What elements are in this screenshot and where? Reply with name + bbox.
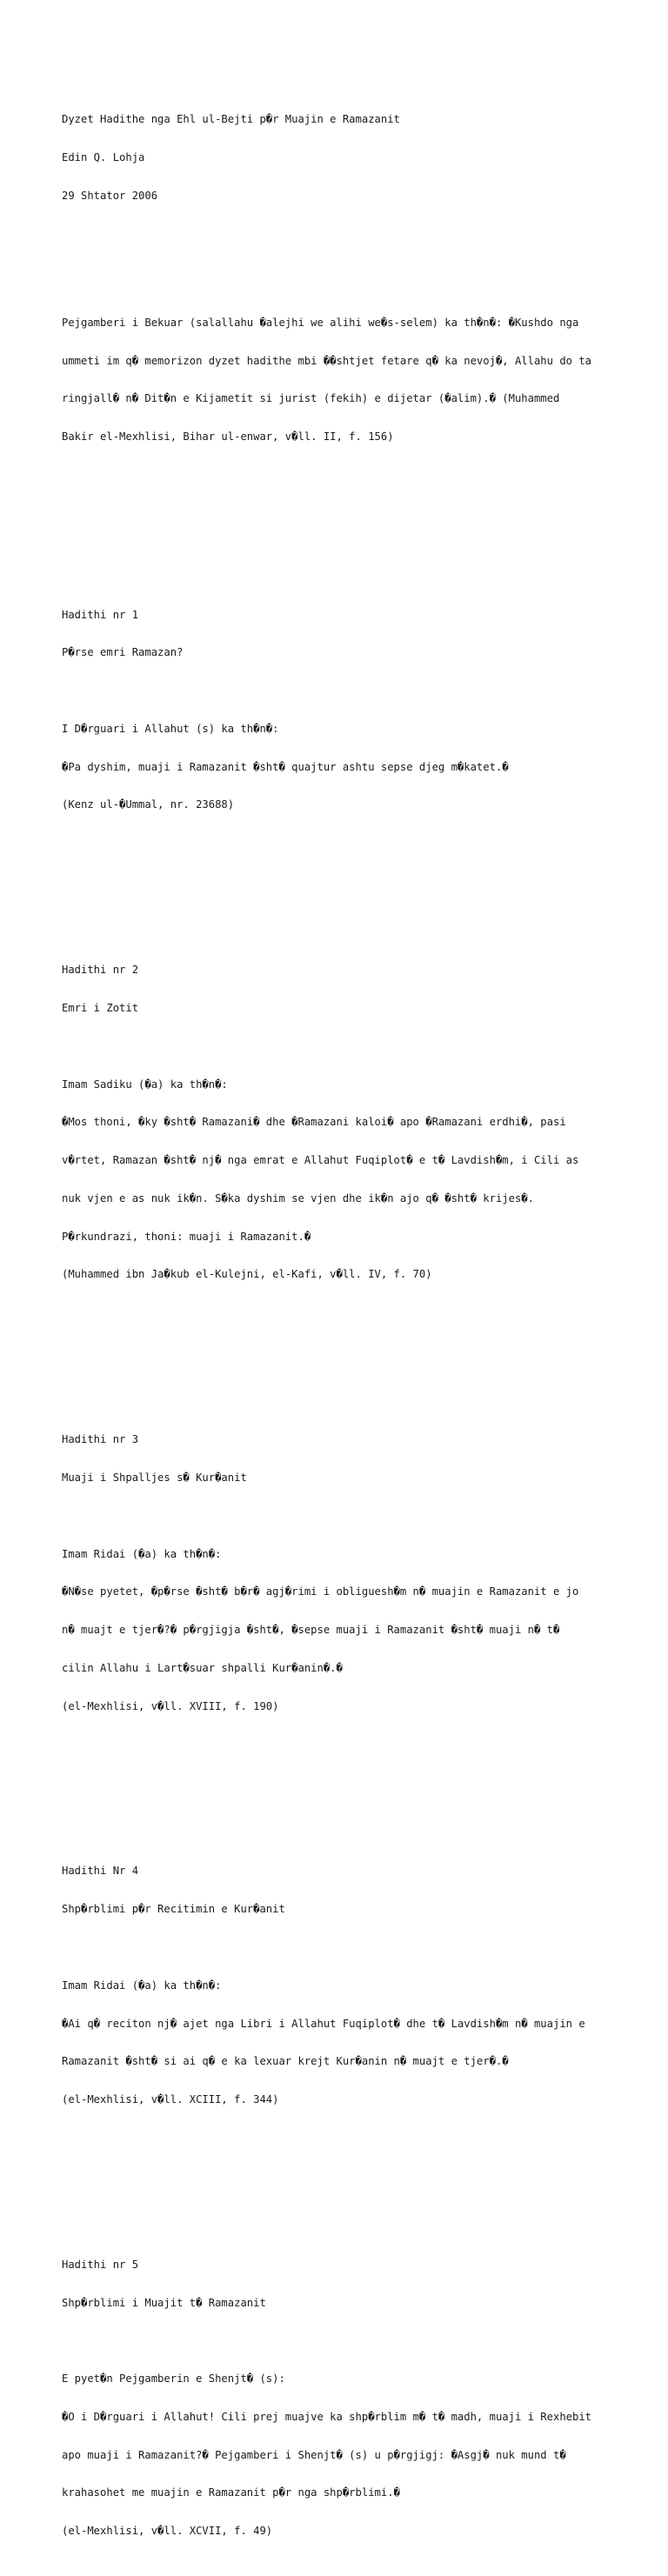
intro-line: ringjall� n� Dit�n e Kijametit si jurist (fekih) e dijetar (�alim).� (Muhammed	[62, 392, 560, 405]
document-author: Edin Q. Lohja	[62, 151, 145, 164]
hadith-text-line: �O i D�rguari i Allahut! Cili prej muajve ka shp�rblim m� t� madh, muaji i Rexhebit	[62, 2410, 592, 2423]
hadith-text-line: �N�se pyetet, �p�rse �sht� b�r� agj�rimi i obliguesh�m n� muajin e Ramazanit e jo	[62, 1585, 579, 1598]
hadith-text-line: apo muaji i Ramazanit?� Pejgamberi i Shenjt� (s) u p�rgjigj: �Asgj� nuk mund t�	[62, 2448, 566, 2461]
hadith-section	[62, 1408, 662, 1738]
hadith-text-line: v�rtet, Ramazan �sht� nj� nga emrat e Allahut Fuqiplot� e t� Lavdish�m, i Cili as	[62, 1154, 579, 1167]
hadith-text-line: Ramazanit �sht� si ai q� e ka lexuar krejt Kur�anin n� muajt e tjer�.�	[62, 2055, 509, 2068]
hadith-section	[62, 2233, 662, 2563]
hadith-speaker: Imam Sadiku (�a) ka th�n�:	[62, 1078, 228, 1091]
hadith-text-line: P�rkundrazi, thoni: muaji i Ramazanit.�	[62, 1230, 311, 1243]
hadith-source: (el-Mexhlisi, v�ll. XCIII, f. 344)	[62, 2093, 279, 2106]
hadith-text-line: cilin Allahu i Lart�suar shpalli Kur�anin�.�	[62, 1661, 343, 1674]
hadith-title: Shp�rblimi i Muajit t� Ramazanit	[62, 2296, 266, 2309]
hadith-number: Hadithi nr 3	[62, 1433, 139, 1446]
hadith-speaker: I D�rguari i Allahut (s) ka th�n�:	[62, 722, 279, 735]
hadith-source: (el-Mexhlisi, v�ll. XVIII, f. 190)	[62, 1699, 279, 1712]
hadith-text-line: �Ai q� reciton nj� ajet nga Libri i Allahut Fuqiplot� dhe t� Lavdish�m n� muajin e	[62, 2017, 585, 2030]
document-page	[62, 63, 662, 2576]
hadith-text-line: krahasohet me muajin e Ramazanit p�r nga shp�rblimi.�	[62, 2486, 400, 2499]
hadith-title: Shp�rblimi p�r Recitimin e Kur�anit	[62, 1903, 285, 1916]
intro-line: Bakir el-Mexhlisi, Bihar ul-enwar, v�ll. II, f. 156)	[62, 430, 394, 444]
hadith-source: (el-Mexhlisi, v�ll. XCVII, f. 49)	[62, 2525, 273, 2538]
hadith-speaker: E pyet�n Pejgamberin e Shenjt� (s):	[62, 2372, 285, 2386]
hadith-number: Hadithi nr 1	[62, 608, 139, 621]
hadith-section	[62, 938, 662, 1306]
document-date: 29 Shtator 2006	[62, 189, 158, 202]
hadith-section	[62, 1839, 662, 2132]
intro-paragraph	[62, 291, 662, 469]
hadith-text-line: �Pa dyshim, muaji i Ramazanit �sht� quajtur ashtu sepse djeg m�katet.�	[62, 760, 509, 773]
document-title: Dyzet Hadithe nga Ehl ul-Bejti p�r Muajin e Ramazanit	[62, 113, 400, 126]
hadith-section	[62, 583, 662, 837]
hadith-text-line: �Mos thoni, �ky �sht� Ramazani� dhe �Ramazani kaloi� apo �Ramazani erdhi�, pasi	[62, 1116, 566, 1129]
hadith-title: P�rse emri Ramazan?	[62, 646, 184, 659]
hadith-speaker: Imam Ridai (�a) ka th�n�:	[62, 1979, 222, 1992]
hadith-number: Hadithi nr 5	[62, 2258, 139, 2271]
hadith-number: Hadithi nr 2	[62, 964, 139, 977]
hadith-title: Emri i Zotit	[62, 1001, 139, 1014]
intro-line: ummeti im q� memorizon dyzet hadithe mbi ��shtjet fetare q� ka nevoj�, Allahu do ta	[62, 354, 592, 367]
hadith-speaker: Imam Ridai (�a) ka th�n�:	[62, 1547, 222, 1560]
hadith-source: (Muhammed ibn Ja�kub el-Kulejni, el-Kafi, v�ll. IV, f. 70)	[62, 1268, 432, 1281]
intro-line: Pejgamberi i Bekuar (salallahu �alejhi we alihi we�s-selem) ka th�n�: �Kushdo nga	[62, 316, 579, 329]
hadith-text-line: n� muajt e tjer�?� p�rgjigja �sht�, �sepse muaji i Ramazanit �sht� muaji n� t�	[62, 1624, 560, 1637]
document-header	[62, 88, 662, 228]
hadith-source: (Kenz ul-�Ummal, nr. 23688)	[62, 798, 235, 811]
hadith-title: Muaji i Shpalljes s� Kur�anit	[62, 1471, 247, 1484]
hadith-number: Hadithi Nr 4	[62, 1865, 139, 1878]
hadith-text-line: nuk vjen e as nuk ik�n. S�ka dyshim se vjen dhe ik�n ajo q� �sht� krijes�.	[62, 1191, 534, 1205]
